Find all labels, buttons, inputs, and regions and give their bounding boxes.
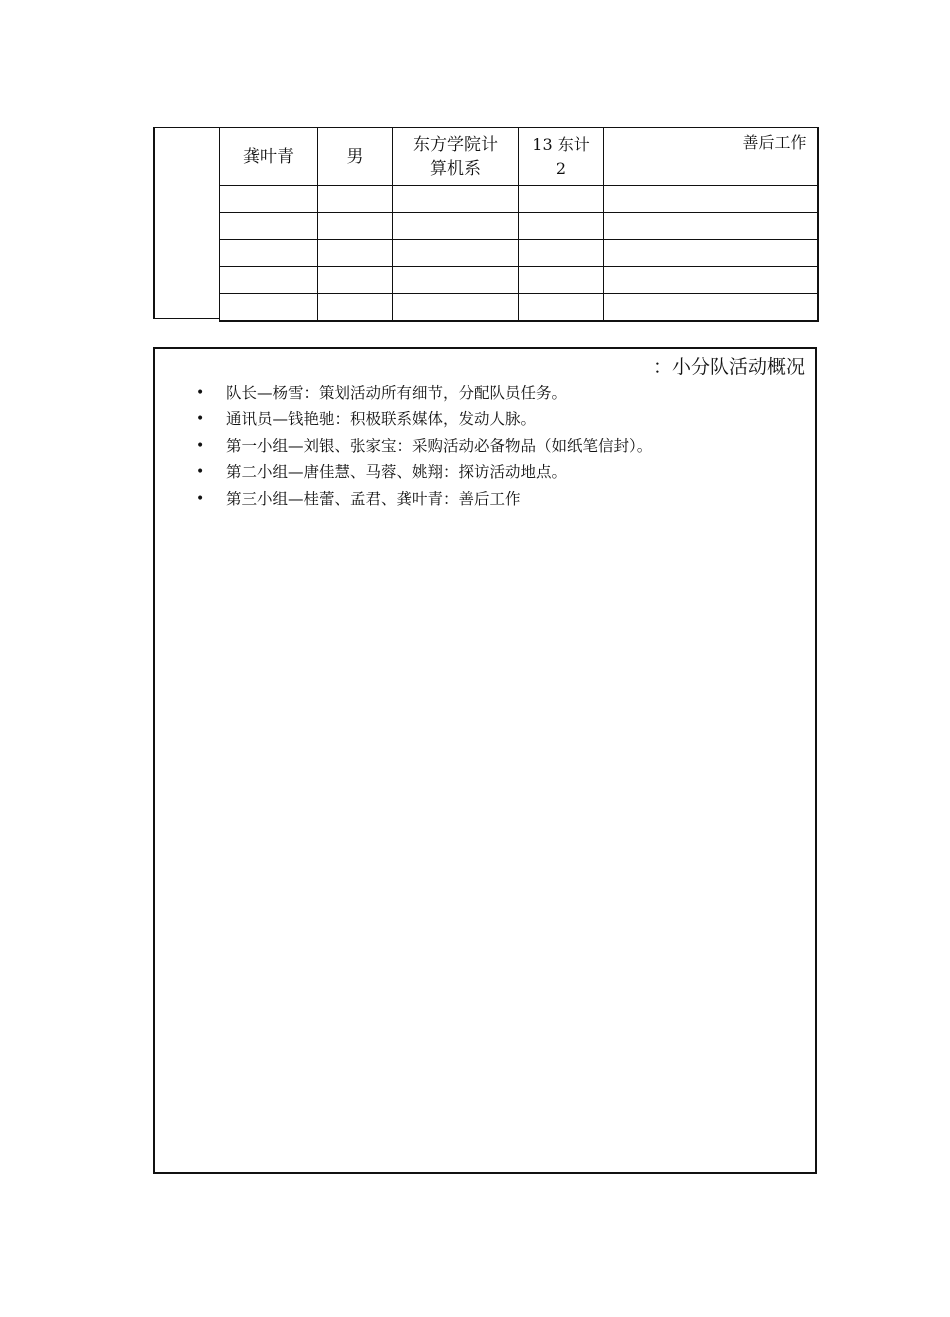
list-item [155, 406, 795, 432]
table-row [220, 240, 818, 267]
list-item-text: 第三小组—桂蕾、孟君、龚叶青：善后工作 [226, 489, 521, 508]
list-item [155, 380, 795, 406]
bullet-icon: • [196, 437, 205, 454]
list-item [155, 486, 795, 512]
member-table [219, 127, 819, 322]
overview-heading: ：小分队活动概况 [652, 356, 805, 378]
member-role-cell [604, 213, 818, 240]
member-table-section [153, 127, 817, 320]
member-gender-cell: 男 [318, 128, 393, 186]
member-department-cell [393, 186, 519, 213]
member-department-cell [393, 294, 519, 322]
member-gender-cell [318, 294, 393, 322]
table-row [220, 128, 818, 186]
member-class-cell [519, 294, 604, 322]
table-row [220, 186, 818, 213]
list-item [155, 459, 795, 485]
member-name-cell [220, 186, 318, 213]
table-row [220, 294, 818, 322]
member-department-cell: 东方学院计 算机系 [393, 128, 519, 186]
bullet-icon: • [196, 464, 205, 481]
bullet-icon: • [196, 411, 205, 428]
member-gender-cell [318, 267, 393, 294]
bullet-icon: • [196, 490, 205, 507]
member-gender-cell [318, 240, 393, 267]
list-item [155, 433, 795, 459]
member-class-cell [519, 240, 604, 267]
member-table-label-column [153, 127, 219, 319]
list-item-text: 第一小组—刘银、张家宝：采购活动必备物品（如纸笔信封）。 [226, 436, 653, 455]
member-role-cell [604, 267, 818, 294]
member-name-cell [220, 294, 318, 322]
member-gender-cell [318, 213, 393, 240]
list-item-text: 通讯员—钱艳驰：积极联系媒体，发动人脉。 [226, 410, 537, 429]
member-role-cell [604, 240, 818, 267]
list-item-text: 队长—杨雪：策划活动所有细节，分配队员任务。 [226, 384, 568, 402]
member-name-cell [220, 240, 318, 267]
member-class-cell [519, 186, 604, 213]
member-name-cell [220, 213, 318, 240]
member-department-cell [393, 240, 519, 267]
member-role-cell: 善后工作 [604, 128, 818, 186]
member-role-cell [604, 186, 818, 213]
list-item-text: 第二小组—唐佳慧、马蓉、姚翔：探访活动地点。 [226, 463, 568, 482]
member-name-cell [220, 267, 318, 294]
member-gender-cell [318, 186, 393, 213]
member-class-cell: 13 东计 2 [519, 128, 604, 186]
member-class-cell [519, 267, 604, 294]
overview-list [155, 380, 795, 512]
member-department-cell [393, 267, 519, 294]
member-name-cell: 龚叶青 [220, 128, 318, 186]
table-row [220, 267, 818, 294]
member-class-cell [519, 213, 604, 240]
bullet-icon: • [196, 385, 205, 401]
member-department-cell [393, 213, 519, 240]
member-role-cell [604, 294, 818, 322]
activity-overview-box [153, 347, 817, 1174]
table-row [220, 213, 818, 240]
